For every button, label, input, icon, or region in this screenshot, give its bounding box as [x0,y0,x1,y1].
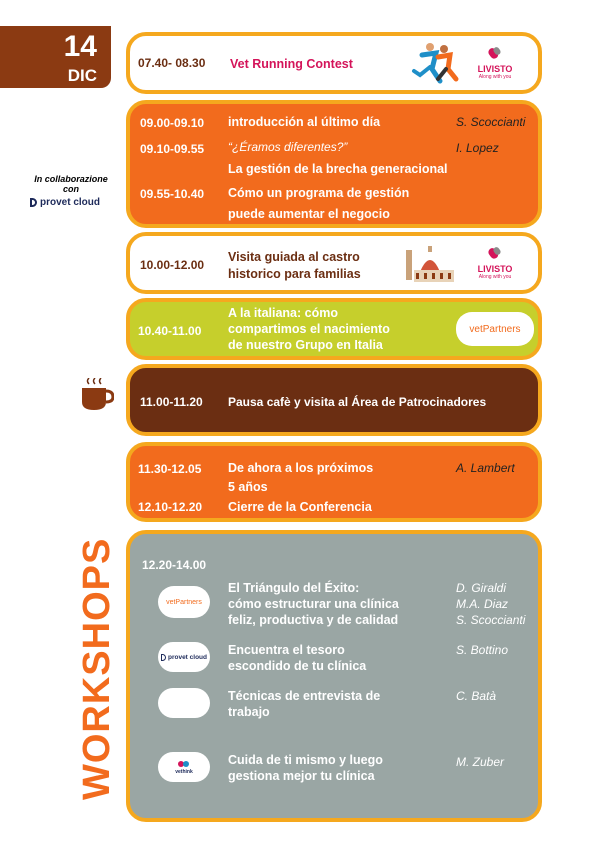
blank-logo [158,688,210,718]
workshop-title: gestiona mejor tu clínica [228,769,375,783]
slot-time: 09.00-09.10 [140,116,205,130]
workshop-speaker: M. Zuber [456,755,505,769]
slot-title: 5 años [228,480,268,494]
vethink-icon [177,759,191,769]
sponsor-note-line1: In collaborazione [34,174,108,184]
slot-time: 10.40-11.00 [138,324,202,338]
slot-title: De ahora a los próximos [228,461,374,475]
slot-running [126,32,542,94]
slot-title: introducción al último día [228,115,381,129]
sponsor-note-line2: con [62,184,79,194]
slot-time: 09.10-09.55 [140,142,205,156]
date-day: 14 [63,30,97,63]
slot-closing [126,442,542,522]
workshop-title: escondido de tu clínica [228,659,367,673]
slot-title: de nuestro Grupo en Italia [228,338,383,352]
provet-cloud-icon [30,198,37,207]
workshop-title: feliz, productiva y de calidad [228,613,399,627]
slot-title: A la italiana: cómo [228,306,338,320]
slot-time: 10.00-12.00 [140,258,205,272]
provet-cloud-logo [158,642,210,672]
livisto-icon [487,246,503,260]
workshop-speaker: D. Giraldi [456,581,507,595]
provet-cloud-brand: provet cloud [40,197,101,208]
livisto-tagline: Along with you [478,274,512,280]
workshops-time: 12.20-14.00 [142,558,207,572]
provet-cloud-icon [161,654,166,661]
slot-coffee-break [126,364,542,436]
workshop-title: cómo estructurar una clínica [228,597,399,611]
workshop-speaker: S. Scoccianti [456,613,526,627]
livisto-logo [470,246,520,280]
slot-morning [126,100,542,228]
date-month: DIC [67,66,97,85]
vethink-brand: vethink [175,769,193,775]
slot-time: 07.40- 08.30 [138,56,206,70]
coffee-cup-icon [78,378,114,412]
livisto-icon [487,46,503,60]
slot-italy [126,298,542,360]
slot-visit [126,232,542,294]
livisto-brand: LIVISTO [477,264,513,274]
slot-title: historico para familias [228,267,361,281]
slot-title: compartimos el nacimiento [228,322,390,336]
workshop-speaker: S. Bottino [456,643,509,657]
date-badge [0,26,111,88]
workshops-box [126,530,542,822]
workshop-title: Cuida de ti mismo y luego [228,753,383,767]
vetpartners-logo [456,312,534,346]
runners-icon [408,41,464,89]
slot-title: puede aumentar el negocio [228,207,390,221]
slot-time: 09.55-10.40 [140,187,205,201]
slot-title: Cierre de la Conferencia [228,500,372,514]
livisto-logo [470,46,520,80]
vethink-logo [158,752,210,782]
provet-cloud-brand: provet cloud [167,653,207,661]
slot-title: La gestión de la brecha generacional [228,162,448,176]
workshop-speaker: C. Batà [456,689,497,703]
slot-title: Cómo un programa de gestión [228,186,410,200]
provet-cloud-logo [30,197,100,208]
workshop-speaker: M.A. Diaz [456,597,509,611]
vetpartners-brand: vetPartners [469,323,521,335]
livisto-brand: LIVISTO [477,64,513,74]
workshop-title: Técnicas de entrevista de [228,689,381,703]
livisto-tagline: Along with you [478,74,512,80]
workshops-label: WORKSHOPS [76,537,118,800]
slot-time: 11.00-11.20 [140,395,203,409]
workshop-title: Encuentra el tesoro [228,643,345,657]
slot-time: 11.30-12.05 [138,462,202,476]
slot-speaker: I. Lopez [456,141,499,155]
slot-title: Vet Running Contest [230,57,353,71]
slot-title: Visita guiada al castro [228,250,360,264]
slot-time: 12.10-12.20 [138,500,203,514]
workshop-title: El Triángulo del Éxito: [228,581,360,595]
slot-title: Pausa cafè y visita al Área de Patrocinadores [228,395,487,409]
workshop-title: trabajo [228,705,270,719]
slot-speaker: S. Scoccianti [456,115,526,129]
slot-speaker: A. Lambert [456,461,515,475]
slot-title-italic: “¿Éramos diferentes?” [228,140,348,154]
florence-cathedral-icon [402,242,458,286]
sponsor-note [26,174,116,194]
vetpartners-brand: vetPartners [166,598,202,606]
vetpartners-logo [158,586,210,618]
